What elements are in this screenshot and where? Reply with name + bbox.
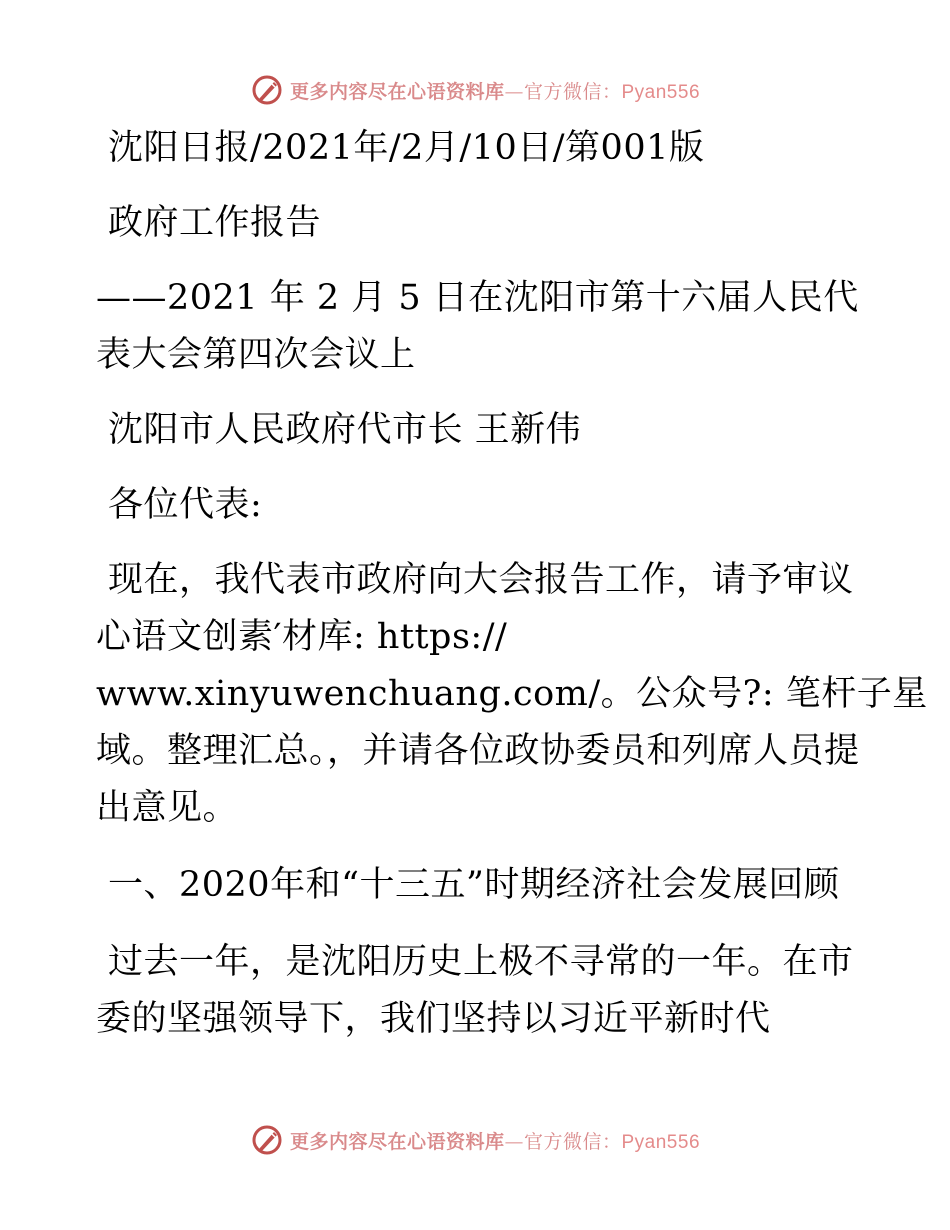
watermark-wechat-id: Pyan556 xyxy=(621,1131,701,1153)
paragraph-line: 出意见。 xyxy=(96,788,239,828)
watermark-title: 更多内容尽在心语资料库 xyxy=(289,1130,505,1153)
paragraph-line: 心语文创素′材库: https:// xyxy=(96,617,508,657)
subtitle-line-1: ——2021 年 2 月 5 日在沈阳市第十六届人民代 xyxy=(96,278,859,318)
quill-pen-logo-icon xyxy=(250,1123,284,1157)
watermark-wechat-label: 官方微信： xyxy=(523,80,622,103)
paragraph-line: 过去一年，是沈阳历史上极不寻常的一年。在市 xyxy=(108,942,854,982)
document-body xyxy=(96,120,928,1048)
source-line: 沈阳日报/2021年/2月/10日/第001版 xyxy=(108,128,705,168)
report-title: 政府工作报告 xyxy=(108,203,322,243)
watermark-text xyxy=(290,77,700,104)
quill-pen-logo-icon xyxy=(250,73,284,107)
subtitle-line-2: 表大会第四次会议上 xyxy=(96,335,416,375)
watermark-separator: — xyxy=(504,80,524,103)
paragraph-line: www.xinyuwenchuang.com/。公众号?: 笔杆子星 xyxy=(96,674,928,714)
footer-watermark-banner xyxy=(0,1120,950,1160)
watermark-text xyxy=(290,1127,700,1154)
paragraph-line: 委的坚强领导下，我们坚持以习近平新时代 xyxy=(96,999,771,1039)
paragraph-line: 现在，我代表市政府向大会报告工作，请予审议 xyxy=(108,560,854,600)
header-watermark-banner xyxy=(0,70,950,110)
paragraph-line: 域。整理汇总。，并请各位政协委员和列席人员提 xyxy=(96,731,860,771)
watermark-title: 更多内容尽在心语资料库 xyxy=(289,80,505,103)
section-heading: 一、2020年和“十三五”时期经济社会发展回顾 xyxy=(108,865,840,905)
watermark-wechat-id: Pyan556 xyxy=(621,81,701,103)
watermark-separator: — xyxy=(504,1130,524,1153)
watermark-wechat-label: 官方微信： xyxy=(523,1130,622,1153)
author-line: 沈阳市人民政府代市长 王新伟 xyxy=(108,410,582,450)
salutation: 各位代表: xyxy=(108,485,263,525)
